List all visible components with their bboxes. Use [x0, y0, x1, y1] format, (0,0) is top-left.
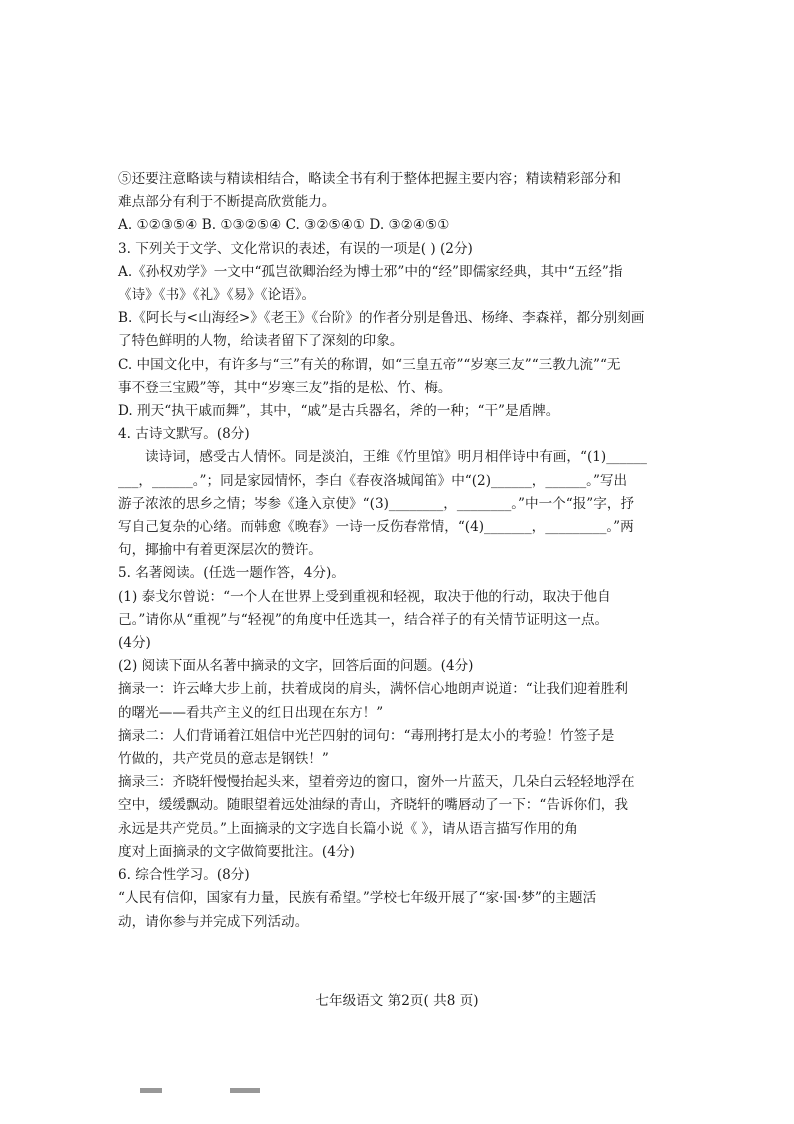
text-line: 己。”请你从“重视”与“轻视”的角度中任选其一，结合祥子的有关情节证明这一点。 — [118, 611, 609, 628]
text-line: 动，请你参与并完成下列活动。 — [118, 913, 309, 930]
question-3-title: 3. 下列关于文学、文化常识的表述，有误的一项是( ) (2分) — [118, 240, 473, 257]
question-6-title: 6. 综合性学习。(8分) — [118, 867, 250, 884]
text-line: (2) 阅读下面从名著中摘录的文字，回答后面的问题。(4分) — [118, 658, 474, 675]
excerpt-2: 摘录二：人们背诵着江姐信中光芒四射的词句：“毒刑拷打是太小的考验！竹签子是 — [118, 727, 615, 744]
option-a: A.《孙权劝学》一文中“孤岂欲卿治经为博士邪”中的“经”即儒家经典，其中“五经”指 — [118, 263, 623, 280]
page-footer: 七年级语文 第2页( 共8 页) — [315, 993, 479, 1009]
text-line: 度对上面摘录的文字做简要批注。(4分) — [118, 843, 355, 860]
option-b: B.《阿长与<山海经>》《老王》《台阶》的作者分别是鲁迅、杨绛、李森祥，都分别刻画 — [118, 310, 645, 327]
text-line: “人民有信仰，国家有力量，民族有希望。”学校七年级开展了“家·国·梦”的主题活 — [118, 890, 597, 907]
question-5-title: 5. 名著阅读。(任选一题作答，4分)。 — [118, 565, 345, 582]
option-c-cont: 事不登三宝殿”等，其中“岁寒三友”指的是松、竹、梅。 — [118, 379, 452, 396]
text-line: (4分) — [118, 635, 151, 652]
text-line: 写自己复杂的心绪。而韩愈《晚春》一诗一反伤春常情，“(4)_______，_________。”两 — [118, 519, 634, 536]
text-line: 读诗词，感受古人情怀。同是淡泊，王维《竹里馆》明月相伴诗中有画，“(1)______ — [145, 449, 647, 466]
exam-content — [118, 168, 646, 934]
option-a-cont: 《诗》《书》《礼》《易》《论语》。 — [118, 287, 316, 304]
text-line: 句，揶揄中有着更深层次的赞许。 — [118, 542, 322, 559]
excerpt-1-cont: 的曙光——看共产主义的红日出现在东方！” — [118, 704, 384, 721]
text-line: 游子浓浓的思乡之情；岑参《逢入京使》“(3)________，________。”中一个“报”字，抒 — [118, 495, 635, 512]
scan-artifact — [140, 1086, 340, 1098]
text-line: (1) 泰戈尔曾说：“一个人在世界上受到重视和轻视，取决于他的行动，取决于他自 — [118, 588, 611, 605]
scan-mark — [230, 1088, 260, 1093]
text-line: 永远是共产党员。”上面摘录的文字选自长篇小说《 》，请从语言描写作用的角 — [118, 820, 578, 837]
text-line: ___，______。”；同是家园情怀，李白《春夜洛城闻笛》中“(2)______，______。”写出 — [118, 472, 628, 489]
question-4-title: 4. 古诗文默写。(8分) — [118, 426, 250, 443]
option-c: C. 中国文化中，有许多与“三”有关的称谓，如“三皇五帝”“岁寒三友”“三教九流”“无 — [118, 356, 621, 373]
option-d: D. 刑天“执干戚而舞”，其中，“戚”是古兵器名，斧的一种；“干”是盾牌。 — [118, 403, 560, 420]
text-line: 难点部分有利于不断提高欣赏能力。 — [118, 194, 336, 211]
scan-mark — [140, 1088, 162, 1093]
answer-options: A. ①②③⑤④ B. ①③②⑤④ C. ③②⑤④① D. ③②④⑤① — [118, 217, 450, 234]
excerpt-2-cont: 竹做的，共产党员的意志是钢铁！” — [118, 751, 329, 768]
excerpt-3: 摘录三：齐晓轩慢慢抬起头来，望着旁边的窗口，窗外一片蓝天，几朵白云轻轻地浮在 — [118, 774, 635, 791]
text-line: ⑤还要注意略读与精读相结合，略读全书有利于整体把握主要内容；精读精彩部分和 — [118, 171, 621, 187]
excerpt-1: 摘录一：许云峰大步上前，扶着成岗的肩头，满怀信心地朗声说道：“让我们迎着胜利 — [118, 681, 628, 698]
option-b-cont: 了特色鲜明的人物，给读者留下了深刻的印象。 — [118, 333, 404, 350]
excerpt-3-cont: 空中，缓缓飘动。随眼望着远处油绿的青山，齐晓轩的嘴唇动了一下：“告诉你们，我 — [118, 797, 628, 814]
